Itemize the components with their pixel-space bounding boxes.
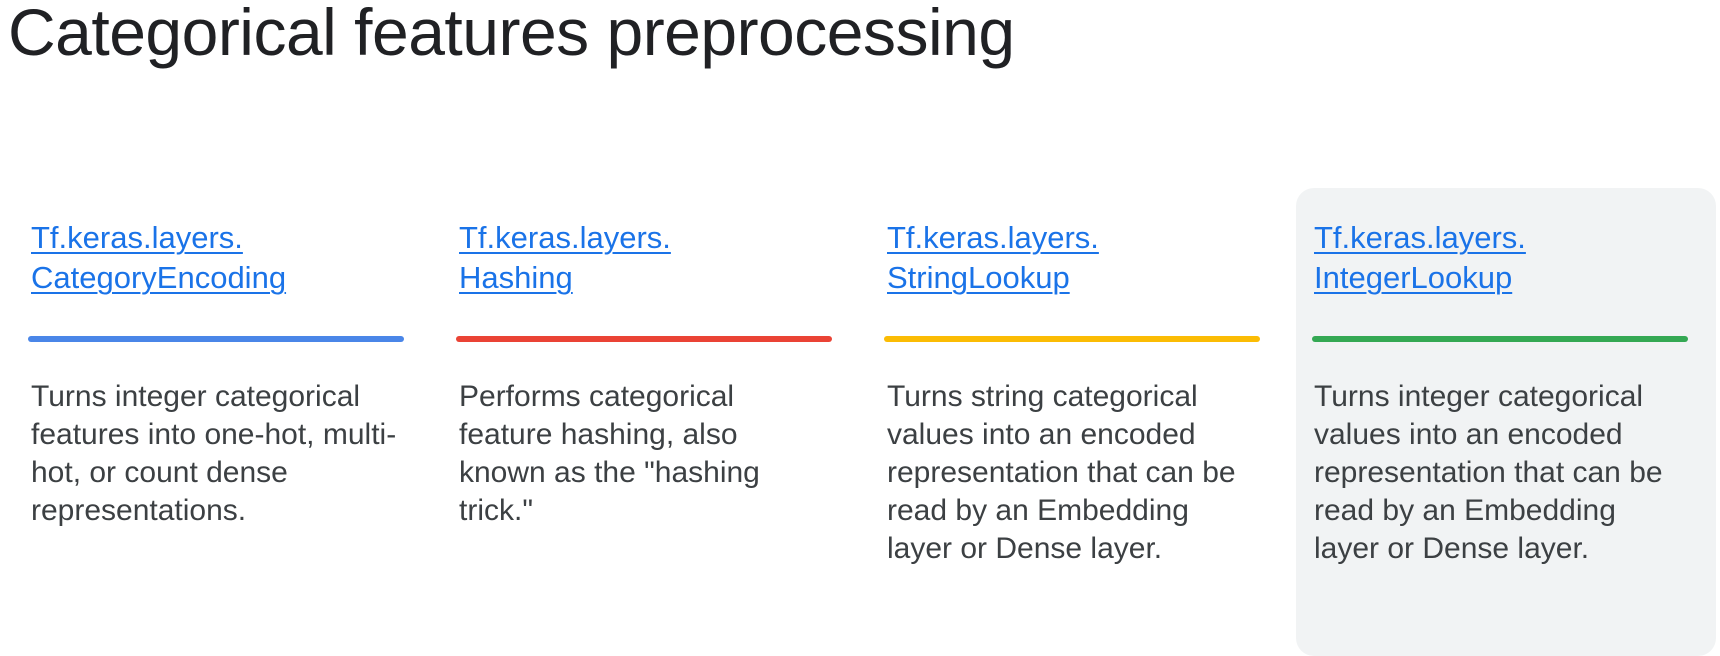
link-line-prefix: Tf.keras.layers. xyxy=(887,220,1099,255)
link-line-name: IntegerLookup xyxy=(1314,260,1513,295)
layer-cards xyxy=(0,188,1720,656)
hashing-link[interactable] xyxy=(459,218,671,298)
link-line-prefix: Tf.keras.layers. xyxy=(459,220,671,255)
card-hashing xyxy=(456,188,832,588)
category-encoding-link[interactable] xyxy=(31,218,286,298)
link-line-name: CategoryEncoding xyxy=(31,260,287,295)
link-line-name: StringLookup xyxy=(887,260,1070,295)
red-divider xyxy=(456,336,832,342)
card-string-lookup xyxy=(884,188,1260,588)
integer-lookup-link[interactable] xyxy=(1314,218,1526,298)
card-description: Turns string categorical values into an encoded representation that can be read by an Embedding layer or Dense layer. xyxy=(887,380,1236,565)
link-line-prefix: Tf.keras.layers. xyxy=(1314,220,1526,255)
card-category-encoding xyxy=(28,188,404,588)
card-integer-lookup xyxy=(1296,188,1716,656)
card-description: Performs categorical feature hashing, also known as the "hashing trick." xyxy=(459,380,760,527)
blue-divider xyxy=(28,336,404,342)
link-line-prefix: Tf.keras.layers. xyxy=(31,220,243,255)
green-divider xyxy=(1312,336,1688,342)
card-description: Turns integer categorical values into an encoded representation that can be read by an Embedding layer or Dense layer. xyxy=(1314,380,1663,565)
page-title: Categorical features preprocessing xyxy=(8,0,1015,69)
string-lookup-link[interactable] xyxy=(887,218,1099,298)
yellow-divider xyxy=(884,336,1260,342)
card-description: Turns integer categorical features into one-hot, multi-hot, or count dense representations. xyxy=(31,380,397,527)
link-line-name: Hashing xyxy=(459,260,573,295)
